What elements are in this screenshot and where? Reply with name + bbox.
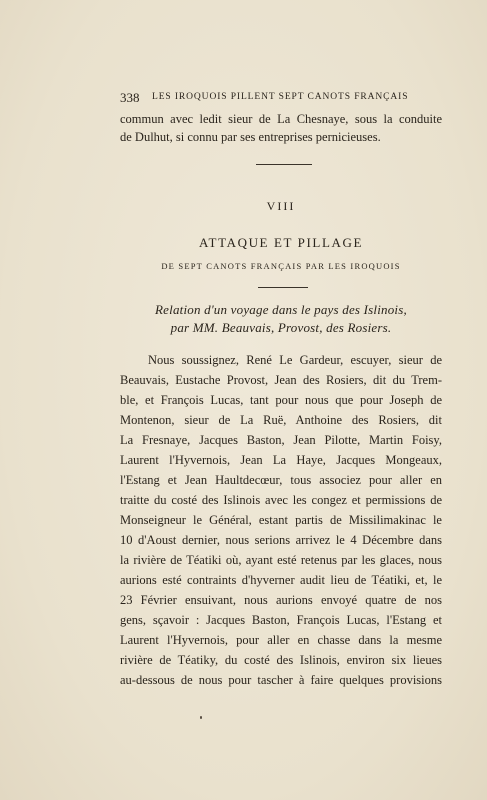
text-line: Beauvais, Eustache Provost, Jean des Rosiers, dit du Trem- [120, 373, 442, 387]
text-line: au-dessous de nous pour tascher à faire quelques provisions [120, 673, 442, 687]
text-line: 23 Février ensuivant, nous aurions envoyé quatre de nos [120, 593, 442, 607]
page-number: 338 [120, 90, 140, 105]
text-line: traitte du costé des Islinois avec les congez et permissions de [120, 493, 442, 507]
text-line: rivière de Téatiky, du costé des Islinois, environ six lieues [120, 653, 442, 667]
section-number: VIII [266, 199, 296, 213]
text-line: Laurent l'Hyvernois, pour aller en chasse dans la mesme [120, 633, 442, 647]
running-title: LES IROQUOIS PILLENT SEPT CANOTS FRANÇAIS [152, 92, 409, 102]
relation-title-line-2: par MM. Beauvais, Provost, des Rosiers. [170, 320, 392, 335]
text-line: Laurent l'Hyvernois, Jean La Haye, Jacques Mongeaux, [120, 453, 442, 467]
text-line: ble, et François Lucas, tant pour nous que pour Joseph de [120, 393, 442, 407]
printer-mark [200, 716, 202, 719]
text-line: de Dulhut, si connu par ses entreprises pernicieuses. [120, 130, 381, 144]
text-line: l'Estang et Jean Haultdecœur, tous associez pour aller en [120, 473, 442, 487]
text-line: La Fresnaye, Jacques Baston, Jean Pilotte, Martin Foisy, [120, 433, 442, 447]
text-line: Montenon, sieur de La Ruë, Anthoine des Rosiers, dit [120, 413, 442, 427]
section-subtitle: DE SEPT CANOTS FRANÇAIS PAR LES IROQUOIS [161, 261, 401, 271]
text-line: gens, sçavoir : Jacques Baston, François Lucas, l'Estang et [120, 613, 442, 627]
section-title: ATTAQUE ET PILLAGE [199, 235, 363, 250]
text-line: commun avec ledit sieur de La Chesnaye, sous la conduite [120, 112, 442, 126]
section-divider [256, 164, 312, 165]
relation-title-line-1: Relation d'un voyage dans le pays des Islinois, [155, 302, 407, 317]
running-header [120, 90, 442, 106]
text-line: Nous soussignez, René Le Gardeur, escuyer, sieur de [148, 353, 442, 367]
text-line: 10 d'Aoust dernier, nous serions arrivez le 4 Décembre dans [120, 533, 442, 547]
title-divider [258, 287, 308, 288]
text-line: la rivière de Téatiki où, ayant esté retenus par les glaces, nous [120, 553, 442, 567]
text-line: Monseigneur le Général, estant partis de Missilimakinac le [120, 513, 442, 527]
text-line: aurions esté contraints d'hyverner audit lieu de Téatiki, et, le [120, 573, 442, 587]
